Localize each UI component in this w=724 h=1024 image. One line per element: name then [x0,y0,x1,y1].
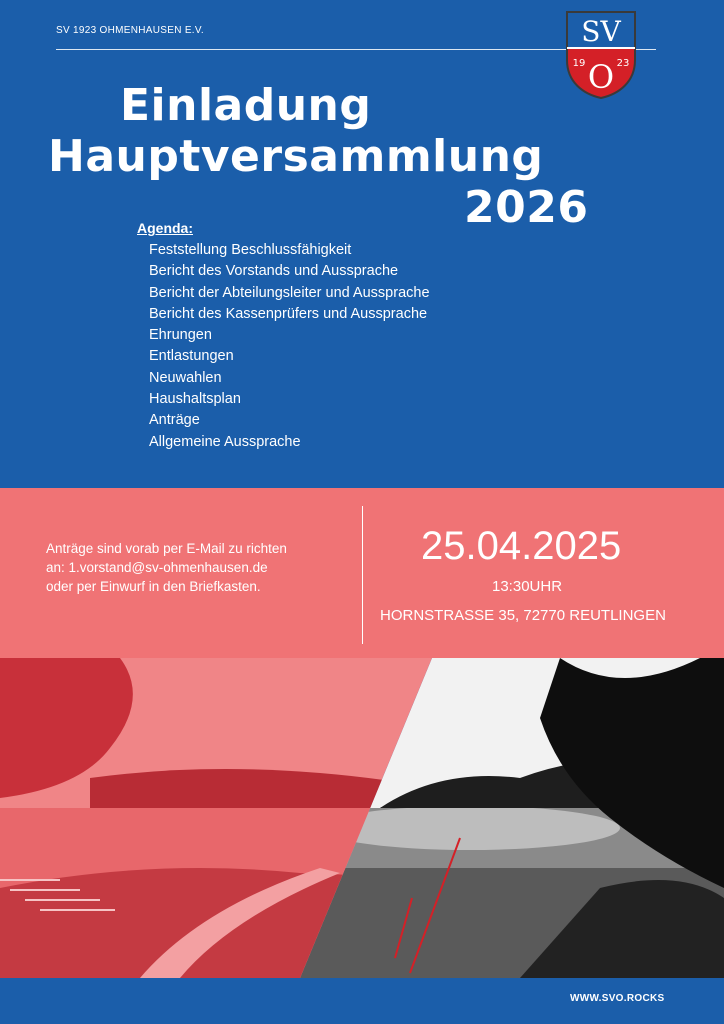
sports-field-photo [0,658,724,978]
crest-letters-sv: SV [581,15,621,48]
title-line-1: Einladung [120,80,372,131]
event-address: HORNSTRASSE 35, 72770 REUTLINGEN [380,607,666,624]
crest-year-left: 19 [572,58,586,69]
agenda-item: Neuwahlen [149,369,222,386]
agenda-item: Bericht des Kassenprüfers und Aussprache [149,305,428,322]
submission-note [46,539,287,596]
agenda-item: Entlastungen [149,348,234,365]
submission-note-line-3: oder per Einwurf in den Briefkasten. [46,579,261,594]
agenda-item: Bericht des Vorstands und Aussprache [149,263,399,280]
agenda-item: Bericht der Abteilungsleiter und Aussprache [149,284,430,301]
submission-note-email[interactable]: an: 1.vorstand@sv-ohmenhausen.de [46,560,268,575]
club-name: SV 1923 OHMENHAUSEN E.V. [56,25,204,36]
header-section [0,0,724,488]
event-time: 13:30UHR [492,578,563,595]
crest-year-right: 23 [616,58,630,69]
agenda-list [149,240,430,453]
vertical-divider [362,506,363,644]
agenda-item: Haushaltsplan [149,391,241,408]
event-date: 25.04.2025 [421,524,622,568]
title-line-3: 2026 [464,182,589,233]
agenda-item: Ehrungen [149,327,212,344]
agenda-heading: Agenda: [137,220,193,236]
agenda-item: Feststellung Beschlussfähigkeit [149,242,352,258]
club-crest-logo [563,8,639,100]
submission-note-line-1: Anträge sind vorab per E-Mail zu richten [46,541,287,556]
agenda-item: Anträge [149,412,200,429]
footer [0,978,724,1024]
agenda-item: Allgemeine Aussprache [149,433,301,450]
title-line-2: Hauptversammlung [48,131,544,182]
website-link[interactable]: WWW.SVO.ROCKS [570,993,665,1004]
event-details-section [0,488,724,658]
crest-letter-o: O [587,58,615,96]
